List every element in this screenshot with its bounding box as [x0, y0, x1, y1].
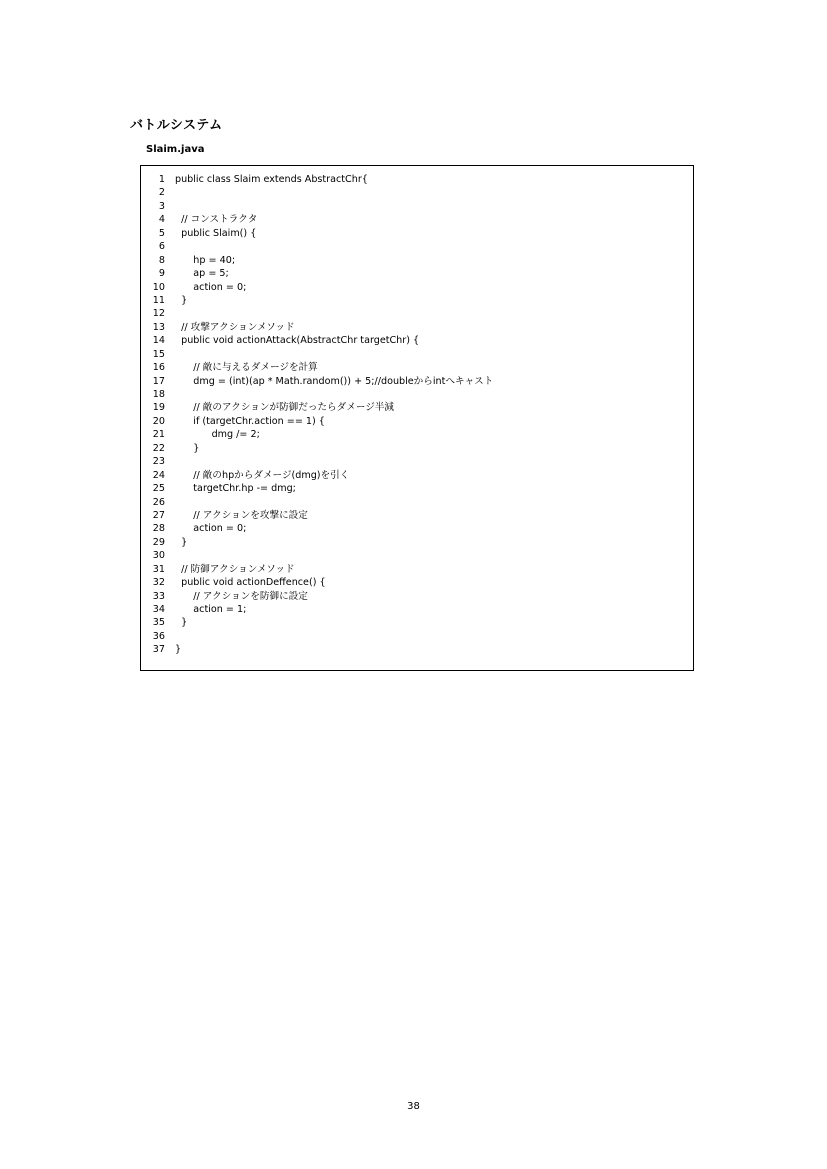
code-line: [141, 549, 693, 562]
line-number: 6: [158, 241, 165, 253]
code-line: [141, 186, 693, 199]
line-number: 20: [152, 415, 165, 427]
code-line: [141, 281, 693, 294]
code-text: // 防御アクションメソッド: [175, 563, 295, 575]
line-number: 13: [152, 321, 165, 333]
code-line: [141, 576, 693, 589]
code-line: [141, 173, 693, 186]
code-line: [141, 361, 693, 374]
code-line: [141, 388, 693, 401]
line-number: 24: [152, 469, 165, 481]
code-line: [141, 254, 693, 267]
code-text: }: [175, 644, 182, 656]
line-number: 25: [152, 483, 165, 495]
line-number: 36: [152, 630, 165, 642]
code-line: [141, 536, 693, 549]
code-text: public void actionAttack(AbstractChr targetChr) {: [175, 335, 420, 347]
code-text: // コンストラクタ: [175, 214, 258, 226]
code-line: [141, 509, 693, 522]
code-text: action = 0;: [175, 281, 247, 293]
code-text: }: [175, 294, 188, 306]
line-number: 27: [152, 509, 165, 521]
line-number: 5: [158, 227, 165, 239]
code-line: [141, 240, 693, 253]
line-number: 8: [158, 254, 165, 266]
code-line: [141, 496, 693, 509]
code-line: [141, 321, 693, 334]
code-text: public void actionDeffence() {: [175, 577, 326, 589]
line-number: 11: [152, 294, 165, 306]
code-line: [141, 375, 693, 388]
code-line: [141, 227, 693, 240]
code-line: [141, 307, 693, 320]
line-number: 2: [158, 187, 165, 199]
line-number: 22: [152, 442, 165, 454]
line-number: 18: [152, 389, 165, 400]
line-number: 9: [158, 268, 165, 280]
line-number: 30: [152, 550, 165, 562]
code-line: [141, 213, 693, 226]
code-line: [141, 603, 693, 616]
line-number: 37: [152, 644, 165, 656]
line-number: 12: [152, 308, 165, 320]
code-text: // 敵に与えるダメージを計算: [175, 362, 318, 374]
line-number: 3: [158, 200, 165, 212]
code-text: action = 0;: [175, 523, 247, 535]
code-line: [141, 294, 693, 307]
code-line: [141, 590, 693, 603]
line-number: 14: [152, 335, 165, 347]
code-text: }: [175, 617, 188, 629]
code-line: [141, 267, 693, 280]
code-lines: [141, 173, 693, 657]
line-number: 23: [152, 456, 165, 468]
line-number: 4: [158, 214, 165, 226]
code-text: public Slaim() {: [175, 227, 257, 239]
code-line: [141, 630, 693, 643]
code-line: [141, 200, 693, 213]
code-text: dmg /= 2;: [175, 429, 260, 441]
code-line: [141, 442, 693, 455]
code-text: // アクションを防御に設定: [175, 590, 308, 602]
code-line: [141, 415, 693, 428]
code-listing: [140, 165, 694, 671]
line-number: 21: [152, 429, 165, 441]
code-line: [141, 563, 693, 576]
line-number: 28: [152, 523, 165, 535]
code-line: [141, 482, 693, 495]
code-text: // 敵のhpからダメージ(dmg)を引く: [175, 469, 350, 481]
line-number: 35: [152, 617, 165, 629]
code-text: }: [175, 442, 200, 454]
code-text: public class Slaim extends AbstractChr{: [175, 174, 368, 185]
code-text: ap = 5;: [175, 268, 229, 280]
code-line: [141, 522, 693, 535]
line-number: 10: [152, 281, 165, 293]
line-number: 19: [152, 402, 165, 414]
line-number: 17: [152, 375, 165, 387]
code-text: // 攻撃アクションメソッド: [175, 321, 295, 333]
code-text: targetChr.hp -= dmg;: [175, 483, 296, 495]
code-line: [141, 334, 693, 347]
line-number: 15: [152, 348, 165, 360]
line-number: 16: [152, 362, 165, 374]
code-line: [141, 348, 693, 361]
code-text: dmg = (int)(ap * Math.random()) + 5;//doubleからintへキャスト: [175, 375, 494, 387]
line-number: 26: [152, 496, 165, 508]
line-number: 29: [152, 536, 165, 548]
code-text: // 敵のアクションが防御だったらダメージ半減: [175, 402, 395, 414]
code-line: [141, 643, 693, 656]
line-number: 32: [152, 577, 165, 589]
page-number: 38: [407, 1101, 420, 1112]
file-name: Slaim.java: [146, 144, 205, 155]
code-text: }: [175, 536, 188, 548]
line-number: 34: [152, 604, 165, 615]
code-text: hp = 40;: [175, 254, 236, 266]
code-line: [141, 616, 693, 629]
code-text: if (targetChr.action == 1) {: [175, 415, 325, 427]
code-text: // アクションを攻撃に設定: [175, 509, 308, 521]
section-title: バトルシステム: [130, 118, 223, 133]
line-number: 31: [152, 563, 165, 575]
code-line: [141, 401, 693, 414]
code-line: [141, 455, 693, 468]
line-number: 1: [158, 174, 165, 185]
code-line: [141, 469, 693, 482]
code-text: action = 1;: [175, 604, 247, 615]
line-number: 33: [152, 590, 165, 602]
code-line: [141, 428, 693, 441]
